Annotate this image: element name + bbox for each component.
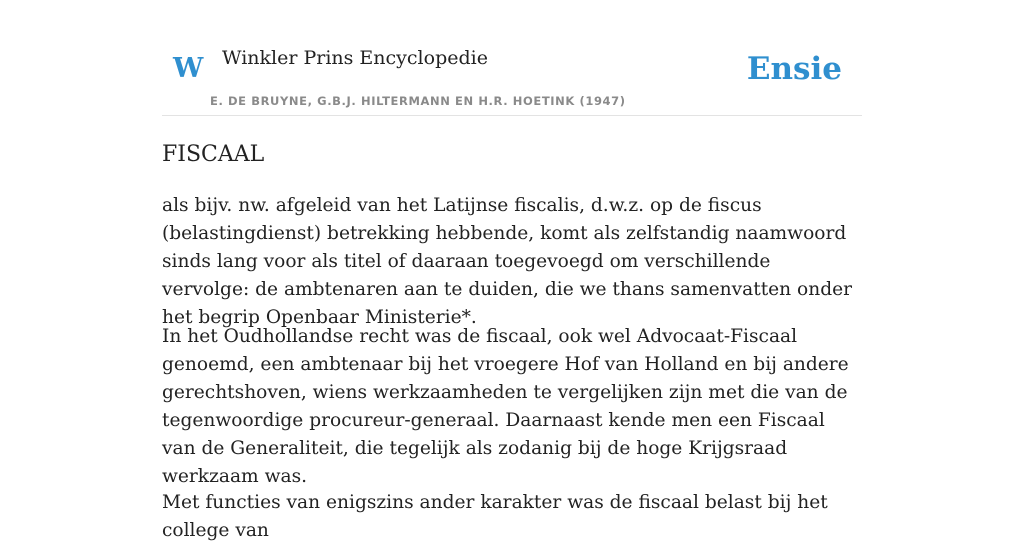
article-paragraph: In het Oudhollandse recht was de fiscaal, ook wel Advocaat-Fiscaal genoemd, een ambtenaar bij het vroegere Hof van Holland en bij andere gerechtshoven, wiens werkzaamheden te vergelijken zijn met die van de tegenwoordige procureur-generaal. Daarnaast kende men een Fiscaal van de Generaliteit, die tegelijk als zodanig bij de hoge Krijgsraad werkzaam was. [162, 326, 849, 487]
winkler-prins-logo[interactable]: W [173, 53, 204, 84]
source-authors: E. DE BRUYNE, G.B.J. HILTERMANN EN H.R. HOETINK (1947) [210, 94, 626, 108]
article-paragraph: als bijv. nw. afgeleid van het Latijnse fiscalis, d.w.z. op de fiscus (belastingdienst) betrekking hebbende, komt als zelfstandig naamwoord sinds lang voor als titel of daaraan toegevoegd om verschillende vervolge: de ambtenaren aan te duiden, die we thans samenvatten onder het begrip Openbaar Ministerie*. [162, 195, 853, 328]
article-body [162, 192, 862, 545]
source-header [162, 0, 862, 116]
source-title[interactable]: Winkler Prins Encyclopedie [222, 47, 488, 69]
article-title: FISCAAL [162, 142, 265, 167]
ensie-logo[interactable]: Ensie [746, 51, 842, 87]
article-paragraph: Met functies van enigszins ander karakter was de fiscaal belast bij het college van [162, 492, 828, 541]
